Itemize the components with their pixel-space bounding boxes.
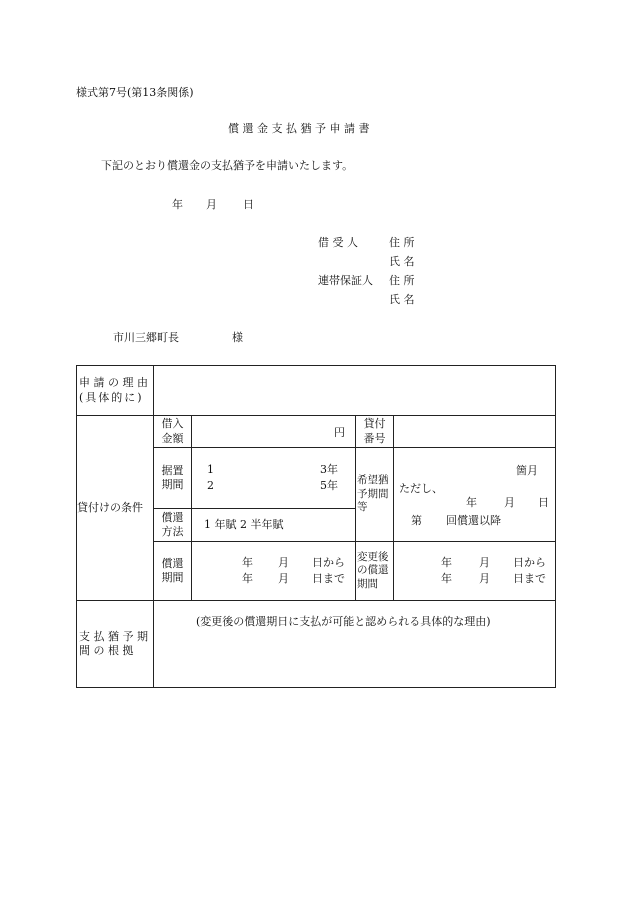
- basis-label-2: 間 の 根 拠: [79, 644, 134, 657]
- changed-period-label-cell: [356, 542, 394, 601]
- guarantor-address-label: 住 所: [389, 274, 415, 287]
- repay-until-year: 年: [242, 572, 253, 585]
- repay-period-label-cell: [154, 542, 192, 601]
- deferment-label-cell: [154, 448, 192, 509]
- conditions-label: 貸付けの条件: [77, 500, 143, 514]
- borrow-amount-input[interactable]: [192, 416, 356, 448]
- repay-method-label-cell: [154, 509, 192, 542]
- basis-note: (変更後の償還期日に支払が可能と認められる具体的な理由): [196, 615, 491, 628]
- basis-input[interactable]: [154, 601, 556, 688]
- recipient-honorific: 様: [232, 331, 243, 344]
- deferral-day: 日: [538, 496, 549, 509]
- desired-deferral-label-2: 予期間: [357, 487, 389, 500]
- deferral-months-unit: 箇月: [516, 464, 538, 477]
- changed-from-suffix: 日から: [513, 556, 546, 569]
- yen-unit: 円: [334, 426, 345, 439]
- desired-deferral-label: 希望猶: [357, 474, 389, 487]
- borrow-amount-label-2: 金額: [161, 431, 184, 445]
- intro-text: 下記のとおり償還金の支払猶予を申請いたします。: [101, 159, 354, 172]
- changed-from-year: 年: [441, 556, 452, 569]
- application-table: [76, 365, 556, 688]
- changed-from-month: 月: [479, 556, 490, 569]
- loan-number-input[interactable]: [394, 416, 556, 448]
- guarantor-label: 連帯保証人: [318, 274, 373, 287]
- deferment-option2-num: 2: [207, 479, 214, 492]
- date-month: 月: [206, 198, 217, 211]
- changed-period-input[interactable]: [394, 542, 556, 601]
- borrower-name-label: 氏 名: [389, 255, 415, 268]
- deferral-installment-suffix: 回償還以降: [446, 514, 501, 527]
- desired-deferral-input[interactable]: [394, 448, 556, 542]
- basis-label-cell: [77, 601, 154, 688]
- deferment-option2-years: 5年: [320, 479, 338, 492]
- repay-method-options[interactable]: [192, 509, 356, 542]
- repay-until-month: 月: [278, 572, 289, 585]
- loan-number-label: 貸付: [363, 417, 386, 431]
- changed-period-label: 変更後: [357, 550, 389, 563]
- deferral-year: 年: [466, 496, 477, 509]
- date-year: 年: [172, 198, 183, 211]
- changed-period-label-2: の償還: [357, 564, 389, 577]
- repay-from-year: 年: [242, 556, 253, 569]
- page-title: 償 還 金 支 払 猶 予 申 請 書: [228, 122, 370, 135]
- loan-number-label-cell: [356, 416, 394, 448]
- deferment-label-2: 期間: [161, 478, 184, 491]
- borrow-amount-label-cell: [154, 416, 192, 448]
- borrower-address-label: 住 所: [389, 236, 415, 249]
- deferment-options[interactable]: [192, 448, 356, 509]
- reason-label-sub: (具体的に): [79, 390, 144, 404]
- conditions-label-cell: [77, 416, 154, 601]
- repay-period-label-2: 期間: [161, 571, 184, 584]
- repay-method-label-2: 方法: [161, 525, 184, 538]
- recipient-name: 市川三郷町長: [113, 331, 179, 344]
- borrower-label: 借 受 人: [318, 236, 358, 249]
- deferment-option1-num: 1: [207, 463, 214, 476]
- desired-deferral-label-3: 等: [357, 501, 368, 514]
- reason-input[interactable]: [154, 366, 556, 416]
- date-day: 日: [243, 198, 254, 211]
- changed-until-year: 年: [441, 572, 452, 585]
- deferral-proviso: ただし、: [399, 482, 443, 495]
- guarantor-name-label: 氏 名: [389, 293, 415, 306]
- repay-period-label: 償還: [161, 556, 184, 570]
- repay-from-suffix: 日から: [312, 556, 345, 569]
- borrow-amount-label: 借入: [161, 417, 184, 431]
- repay-method-label: 償還: [161, 510, 184, 524]
- changed-until-suffix: 日まで: [513, 572, 546, 585]
- repay-from-month: 月: [278, 556, 289, 569]
- repay-period-input[interactable]: [192, 542, 356, 601]
- reason-label-cell: [77, 366, 154, 416]
- reason-label: 申 請 の 理 由: [79, 376, 148, 390]
- form-number: 様式第7号(第13条関係): [76, 86, 194, 99]
- desired-deferral-label-cell: [356, 448, 394, 542]
- deferment-option1-years: 3年: [320, 463, 338, 476]
- deferral-month: 月: [504, 496, 515, 509]
- changed-until-month: 月: [479, 572, 490, 585]
- loan-number-label-2: 番号: [363, 431, 386, 445]
- deferment-label: 据置: [161, 463, 184, 477]
- repay-method-choices: 1 年賦 2 半年賦: [204, 517, 284, 531]
- basis-label: 支 払 猶 予 期: [79, 629, 148, 643]
- changed-period-label-3: 期間: [357, 577, 378, 590]
- deferral-installment-prefix: 第: [411, 514, 422, 527]
- repay-until-suffix: 日まで: [312, 572, 345, 585]
